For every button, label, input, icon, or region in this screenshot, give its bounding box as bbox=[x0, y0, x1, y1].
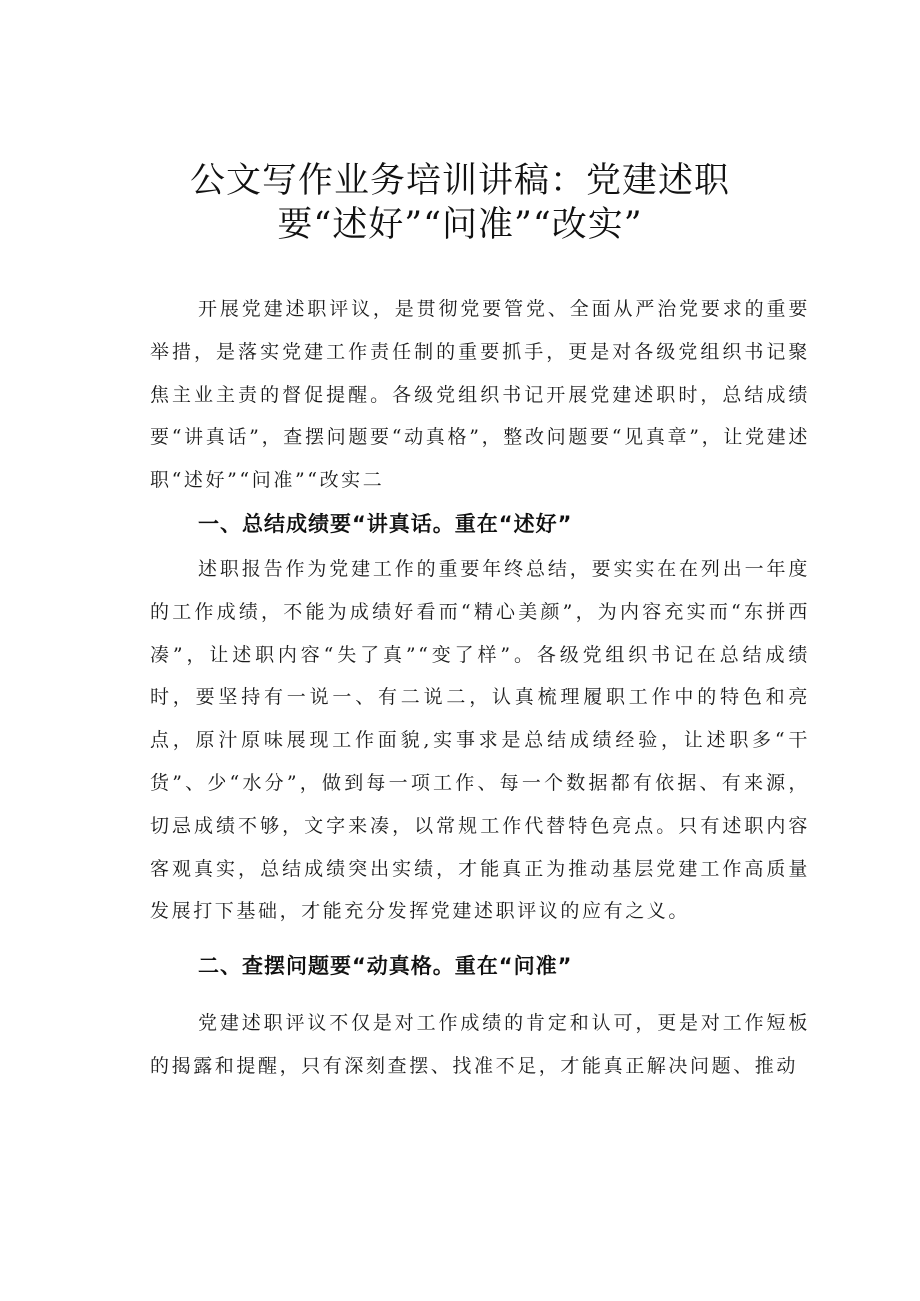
section-heading-1: 一、总结成绩要“讲真话。重在“述好” bbox=[198, 512, 573, 536]
section-1-paragraph: 述职报告作为党建工作的重要年终总结，要实实在在列出一年度的工作成绩，不能为成绩好看而“精心美颜”，为内容充实而“东拼西凑”，让述职内容“失了真”“变了样”。各级党组织书记在总结成绩时，要坚持有一说一、有二说二，认真梳理履职工作中的特色和亮点，原汁原味展现工作面貌,实事求是总结成绩经验，让述职多“干货”、少“水分”，做到每一项工作、每一个数据都有依据、有来源，切忌成绩不够，文字来凑，以常规工作代替特色亮点。只有述职内容客观真实，总结成绩突出实绩，才能真正为推动基层党建工作高质量发展打下基础，才能充分发挥党建述职评议的应有之义。 bbox=[150, 558, 810, 923]
section-2-paragraph: 党建述职评议不仅是对工作成绩的肯定和认可，更是对工作短板的揭露和提醒，只有深刻查摆、找准不足，才能真正解决问题、推动 bbox=[150, 1012, 810, 1077]
document-title-line-1: 公文写作业务培训讲稿：党建述职 bbox=[189, 161, 730, 201]
section-heading-2: 二、查摆问题要“动真格。重在“问准” bbox=[198, 954, 573, 978]
intro-paragraph: 开展党建述职评议，是贯彻党要管党、全面从严治党要求的重要举措，是落实党建工作责任制的重要抓手，更是对各级党组织书记聚焦主业主责的督促提醒。各级党组织书记开展党建述职时，总结成绩要“讲真话”，查摆问题要“动真格”，整改问题要“见真章”，让党建述职“述好”“问准”“改实二 bbox=[150, 298, 810, 492]
document-title-line-2: 要“述好”“问准”“改实” bbox=[277, 205, 643, 245]
